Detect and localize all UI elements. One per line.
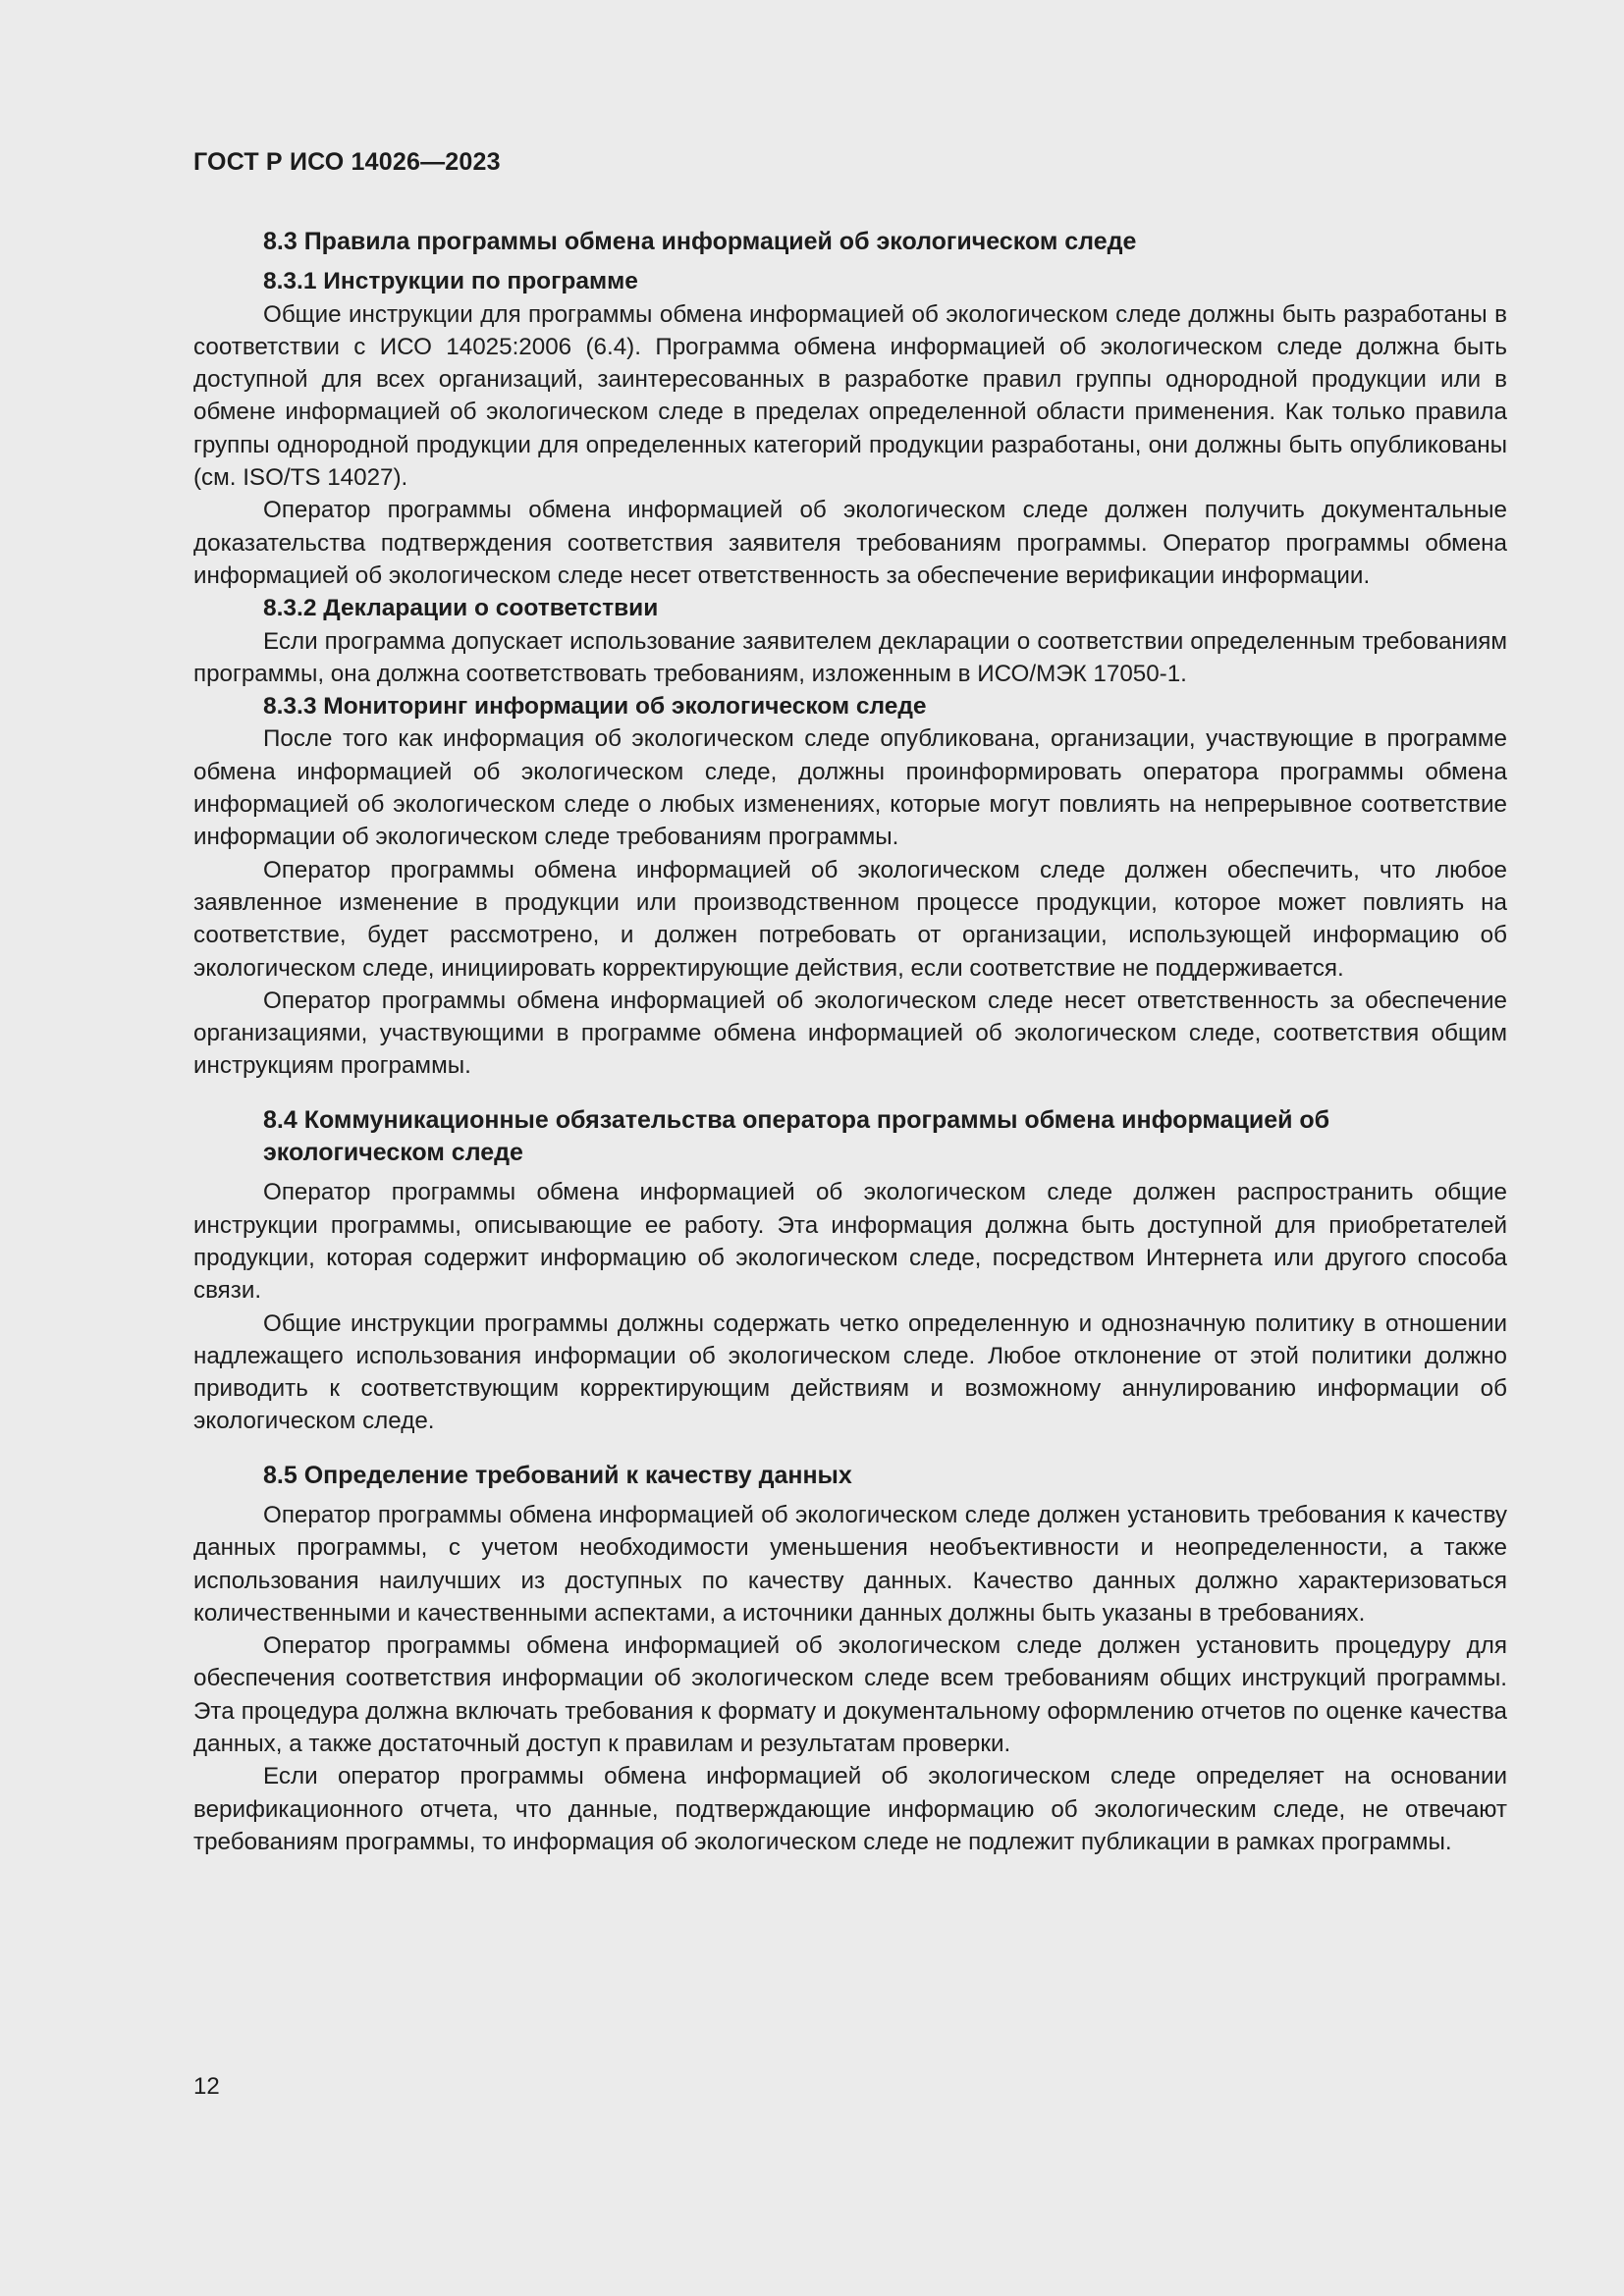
section-heading-8-4: 8.4 Коммуникационные обязательства оператора программы обмена информацией об экологическом следе	[263, 1105, 1330, 1167]
subsection-heading-8-3-1: 8.3.1 Инструкции по программе	[263, 268, 638, 295]
paragraph: Оператор программы обмена информацией об экологическом следе должен установить процедуру для обеспечения соответствия информации об экологическом следе всем требованиям общих инструкций программы. Эта процедура должна включать требования к формату и документальному оформлению отчетов по оценке качества данных, а также достаточный доступ к правилам и результатам проверки.	[193, 1632, 1507, 1758]
document-body	[193, 226, 1507, 1858]
document-header: ГОСТ Р ИСО 14026—2023	[193, 148, 501, 176]
paragraph: Оператор программы обмена информацией об экологическом следе должен обеспечить, что любое заявленное изменение в продукции или производственном процессе продукции, которое может повлиять на соответствие, будет рассмотрено, и должен потребовать от организации, использующей информацию об экологическом следе, инициировать корректирующие действия, если соответствие не поддерживается.	[193, 856, 1507, 982]
paragraph: После того как информация об экологическом следе опубликована, организации, участвующие в программе обмена информацией об экологическом следе, должны проинформировать оператора программы обмена информацией об экологическом следе о любых изменениях, которые могут повлиять на непрерывное соответствие информации об экологическом следе требованиям программы.	[193, 725, 1507, 851]
page-number: 12	[193, 2073, 220, 2100]
section-heading-8-3: 8.3 Правила программы обмена информацией об экологическом следе	[263, 228, 1137, 255]
paragraph: Оператор программы обмена информацией об экологическом следе несет ответственность за обеспечение организациями, участвующими в программе обмена информацией об экологическом следе, соответствия общим инструкциям программы.	[193, 987, 1507, 1080]
section-heading-8-5: 8.5 Определение требований к качеству данных	[263, 1461, 852, 1489]
paragraph: Общие инструкции программы должны содержать четко определенную и однозначную политику в отношении надлежащего использования информации об экологическом следе. Любое отклонение от этой политики должно приводить к соответствующим корректирующим действиям и возможному аннулированию информации об экологическом следе.	[193, 1309, 1507, 1435]
subsection-heading-8-3-3: 8.3.3 Мониторинг информации об экологическом следе	[263, 693, 927, 721]
subsection-heading-8-3-2: 8.3.2 Декларации о соответствии	[263, 595, 659, 622]
paragraph: Оператор программы обмена информацией об экологическом следе должен распространить общие инструкции программы, описывающие ее работу. Эта информация должна быть доступной для приобретателей продукции, которая содержит информацию об экологическом следе, посредством Интернета или другого способа связи.	[193, 1179, 1507, 1305]
paragraph: Общие инструкции для программы обмена информацией об экологическом следе должны быть разработаны в соответствии с ИСО 14025:2006 (6.4). Программа обмена информацией об экологическом следе должна быть доступной для всех организаций, заинтересованных в разработке правил группы однородной продукции или в обмене информацией об экологическом следе в пределах определенной области применения. Как только правила группы однородной продукции для определенных категорий продукции разработаны, они должны быть опубликованы (см. ISO/TS 14027).	[193, 300, 1507, 492]
paragraph: Оператор программы обмена информацией об экологическом следе должен установить требования к качеству данных программы, с учетом необходимости уменьшения необъективности и неопределенности, а также использования наилучших из доступных по качеству данных. Качество данных должно характеризоваться количественными и качественными аспектами, а источники данных должны быть указаны в требованиях.	[193, 1501, 1507, 1627]
paragraph: Оператор программы обмена информацией об экологическом следе должен получить документальные доказательства подтверждения соответствия заявителя требованиям программы. Оператор программы обмена информацией об экологическом следе несет ответственность за обеспечение верификации информации.	[193, 497, 1507, 589]
paragraph: Если программа допускает использование заявителем декларации о соответствии определенным требованиям программы, она должна соответствовать требованиям, изложенным в ИСО/МЭК 17050-1.	[193, 627, 1507, 687]
paragraph: Если оператор программы обмена информацией об экологическом следе определяет на основании верификационного отчета, что данные, подтверждающие информацию об экологическим следе, не отвечают требованиям программы, то информация об экологическом следе не подлежит публикации в рамках программы.	[193, 1763, 1507, 1855]
